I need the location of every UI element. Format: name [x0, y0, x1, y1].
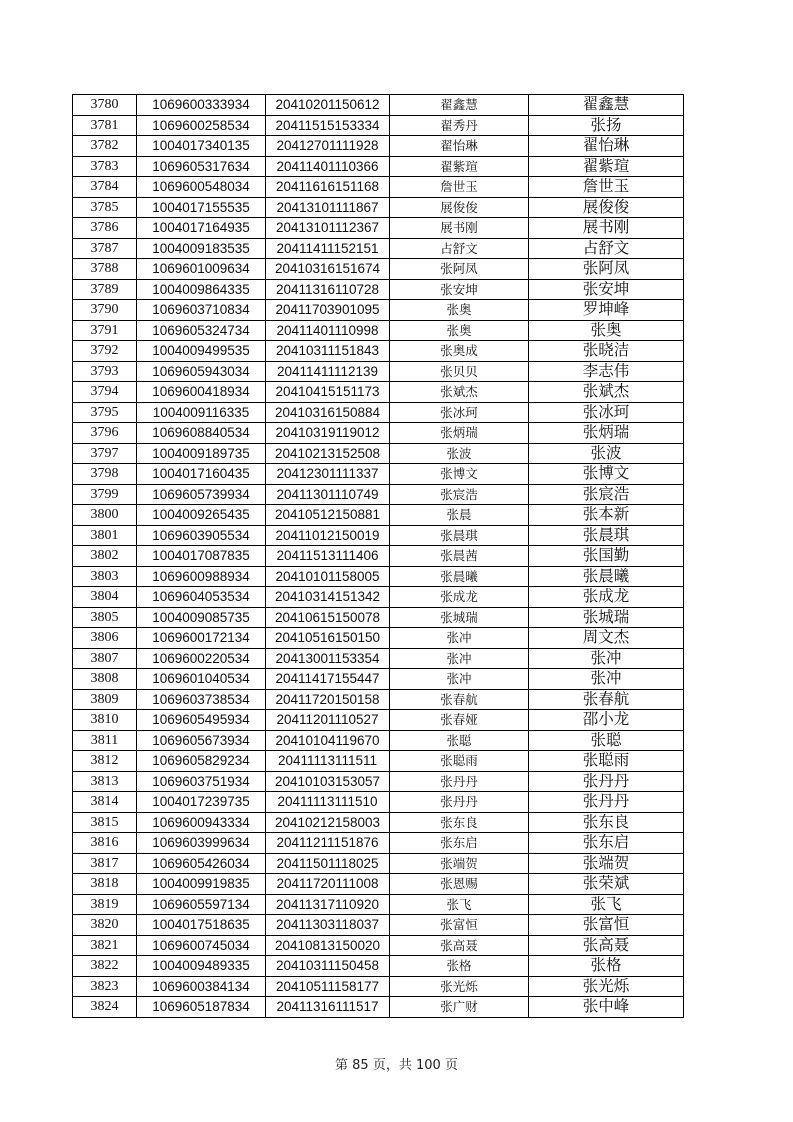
cell-exam-number: 20411113111510 — [266, 792, 390, 813]
table-row — [73, 812, 684, 833]
cell-name: 张格 — [390, 956, 529, 977]
cell-exam-number: 20411303118037 — [266, 915, 390, 936]
table-row — [73, 976, 684, 997]
cell-candidate-id: 1069601009634 — [137, 259, 266, 280]
cell-name-verified: 张春航 — [529, 689, 684, 710]
cell-candidate-id: 1069600943334 — [137, 812, 266, 833]
cell-name-verified: 詹世玉 — [529, 177, 684, 198]
table-row — [73, 177, 684, 198]
footer-prefix: 第 — [335, 1058, 349, 1073]
table-row — [73, 197, 684, 218]
cell-candidate-id: 1004009189735 — [137, 443, 266, 464]
cell-exam-number: 20411417155447 — [266, 669, 390, 690]
cell-candidate-id: 1069600333934 — [137, 95, 266, 116]
cell-name-verified: 张斌杰 — [529, 382, 684, 403]
cell-candidate-id: 1069604053534 — [137, 587, 266, 608]
cell-name-verified: 张炳瑞 — [529, 423, 684, 444]
cell-name-verified: 张成龙 — [529, 587, 684, 608]
cell-name: 张斌杰 — [390, 382, 529, 403]
cell-name: 张冲 — [390, 628, 529, 649]
cell-name-verified: 张中峰 — [529, 997, 684, 1018]
cell-candidate-id: 1004009265435 — [137, 505, 266, 526]
cell-sequence-number: 3806 — [73, 628, 137, 649]
cell-sequence-number: 3817 — [73, 853, 137, 874]
table-row — [73, 382, 684, 403]
cell-name: 张成龙 — [390, 587, 529, 608]
table-row — [73, 874, 684, 895]
cell-sequence-number: 3784 — [73, 177, 137, 198]
cell-name: 张富恒 — [390, 915, 529, 936]
cell-name: 翟秀丹 — [390, 115, 529, 136]
cell-name-verified: 罗坤峰 — [529, 300, 684, 321]
cell-candidate-id: 1069600548034 — [137, 177, 266, 198]
cell-exam-number: 20410316150884 — [266, 402, 390, 423]
cell-name: 张聪雨 — [390, 751, 529, 772]
table-row — [73, 402, 684, 423]
cell-sequence-number: 3781 — [73, 115, 137, 136]
cell-sequence-number: 3798 — [73, 464, 137, 485]
cell-name: 张奥 — [390, 320, 529, 341]
cell-candidate-id: 1004009116335 — [137, 402, 266, 423]
table-row — [73, 156, 684, 177]
cell-name: 张春娅 — [390, 710, 529, 731]
cell-candidate-id: 1069605943034 — [137, 361, 266, 382]
table-row — [73, 607, 684, 628]
cell-exam-number: 20411513111406 — [266, 546, 390, 567]
cell-candidate-id: 1069600745034 — [137, 935, 266, 956]
cell-name: 张城瑞 — [390, 607, 529, 628]
cell-name-verified: 张荣斌 — [529, 874, 684, 895]
cell-name: 张冲 — [390, 669, 529, 690]
table-row — [73, 95, 684, 116]
cell-name-verified: 张冲 — [529, 648, 684, 669]
cell-sequence-number: 3820 — [73, 915, 137, 936]
cell-candidate-id: 1069601040534 — [137, 669, 266, 690]
cell-exam-number: 20412701111928 — [266, 136, 390, 157]
cell-exam-number: 20411515153334 — [266, 115, 390, 136]
cell-sequence-number: 3793 — [73, 361, 137, 382]
cell-name: 张冲 — [390, 648, 529, 669]
cell-sequence-number: 3794 — [73, 382, 137, 403]
cell-name: 张飞 — [390, 894, 529, 915]
cell-name-verified: 张光烁 — [529, 976, 684, 997]
cell-name: 张安坤 — [390, 279, 529, 300]
cell-sequence-number: 3792 — [73, 341, 137, 362]
cell-sequence-number: 3808 — [73, 669, 137, 690]
cell-exam-number: 20410316151674 — [266, 259, 390, 280]
cell-candidate-id: 1069605597134 — [137, 894, 266, 915]
cell-candidate-id: 1069605495934 — [137, 710, 266, 731]
cell-name-verified: 翟鑫慧 — [529, 95, 684, 116]
cell-exam-number: 20410319119012 — [266, 423, 390, 444]
cell-exam-number: 20410213152508 — [266, 443, 390, 464]
cell-name: 张端贺 — [390, 853, 529, 874]
cell-name-verified: 张波 — [529, 443, 684, 464]
cell-name-verified: 周文杰 — [529, 628, 684, 649]
cell-name: 展俊俊 — [390, 197, 529, 218]
cell-sequence-number: 3813 — [73, 771, 137, 792]
cell-exam-number: 20413101111867 — [266, 197, 390, 218]
cell-sequence-number: 3780 — [73, 95, 137, 116]
cell-candidate-id: 1069603738534 — [137, 689, 266, 710]
cell-sequence-number: 3805 — [73, 607, 137, 628]
cell-exam-number: 20410813150020 — [266, 935, 390, 956]
cell-exam-number: 20411316110728 — [266, 279, 390, 300]
cell-exam-number: 20411703901095 — [266, 300, 390, 321]
cell-name: 张东启 — [390, 833, 529, 854]
cell-name-verified: 张晨琪 — [529, 525, 684, 546]
cell-candidate-id: 1004017087835 — [137, 546, 266, 567]
cell-candidate-id: 1004009499535 — [137, 341, 266, 362]
table-row — [73, 259, 684, 280]
cell-sequence-number: 3809 — [73, 689, 137, 710]
cell-candidate-id: 1069605187834 — [137, 997, 266, 1018]
cell-name-verified: 张聪雨 — [529, 751, 684, 772]
cell-exam-number: 20411401110366 — [266, 156, 390, 177]
cell-exam-number: 20413101112367 — [266, 218, 390, 239]
cell-name-verified: 张安坤 — [529, 279, 684, 300]
cell-candidate-id: 1069600418934 — [137, 382, 266, 403]
cell-sequence-number: 3810 — [73, 710, 137, 731]
cell-candidate-id: 1069600988934 — [137, 566, 266, 587]
cell-sequence-number: 3816 — [73, 833, 137, 854]
table-row — [73, 833, 684, 854]
cell-candidate-id: 1004017518635 — [137, 915, 266, 936]
cell-name-verified: 李志伟 — [529, 361, 684, 382]
cell-name-verified: 张丹丹 — [529, 792, 684, 813]
table-row — [73, 423, 684, 444]
cell-sequence-number: 3788 — [73, 259, 137, 280]
cell-name-verified: 张聪 — [529, 730, 684, 751]
cell-name: 张光烁 — [390, 976, 529, 997]
cell-name-verified: 张冰珂 — [529, 402, 684, 423]
cell-sequence-number: 3818 — [73, 874, 137, 895]
cell-candidate-id: 1069605426034 — [137, 853, 266, 874]
cell-sequence-number: 3799 — [73, 484, 137, 505]
cell-name: 张丹丹 — [390, 792, 529, 813]
total-pages-number: 100 — [416, 1058, 441, 1073]
cell-name: 张宸浩 — [390, 484, 529, 505]
cell-name: 展书刚 — [390, 218, 529, 239]
cell-sequence-number: 3783 — [73, 156, 137, 177]
cell-exam-number: 20410104119670 — [266, 730, 390, 751]
cell-sequence-number: 3811 — [73, 730, 137, 751]
table-row — [73, 935, 684, 956]
table-row — [73, 689, 684, 710]
cell-sequence-number: 3782 — [73, 136, 137, 157]
cell-exam-number: 20410212158003 — [266, 812, 390, 833]
cell-sequence-number: 3814 — [73, 792, 137, 813]
cell-name-verified: 翟怡琳 — [529, 136, 684, 157]
cell-sequence-number: 3815 — [73, 812, 137, 833]
cell-candidate-id: 1004017164935 — [137, 218, 266, 239]
cell-name: 张广财 — [390, 997, 529, 1018]
table-row — [73, 300, 684, 321]
cell-exam-number: 20411316111517 — [266, 997, 390, 1018]
cell-sequence-number: 3797 — [73, 443, 137, 464]
cell-name-verified: 张东良 — [529, 812, 684, 833]
cell-name: 张恩赐 — [390, 874, 529, 895]
cell-name: 张晨琪 — [390, 525, 529, 546]
table-row — [73, 771, 684, 792]
cell-candidate-id: 1069605317634 — [137, 156, 266, 177]
cell-candidate-id: 1069600220534 — [137, 648, 266, 669]
cell-exam-number: 20410201150612 — [266, 95, 390, 116]
cell-exam-number: 20411317110920 — [266, 894, 390, 915]
table-row — [73, 751, 684, 772]
cell-candidate-id: 1069600384134 — [137, 976, 266, 997]
table-row — [73, 505, 684, 526]
cell-sequence-number: 3801 — [73, 525, 137, 546]
cell-exam-number: 20411201110527 — [266, 710, 390, 731]
cell-name: 翟鑫慧 — [390, 95, 529, 116]
cell-exam-number: 20410101158005 — [266, 566, 390, 587]
table-row — [73, 894, 684, 915]
footer-suffix: 页 — [444, 1058, 458, 1073]
cell-exam-number: 20410314151342 — [266, 587, 390, 608]
table-row — [73, 525, 684, 546]
cell-sequence-number: 3807 — [73, 648, 137, 669]
cell-name-verified: 张格 — [529, 956, 684, 977]
table-row — [73, 546, 684, 567]
cell-exam-number: 20411720111008 — [266, 874, 390, 895]
cell-sequence-number: 3790 — [73, 300, 137, 321]
table-row — [73, 587, 684, 608]
table-row — [73, 566, 684, 587]
cell-name: 张奥成 — [390, 341, 529, 362]
cell-sequence-number: 3785 — [73, 197, 137, 218]
cell-candidate-id: 1069605739934 — [137, 484, 266, 505]
cell-name: 詹世玉 — [390, 177, 529, 198]
cell-sequence-number: 3802 — [73, 546, 137, 567]
cell-exam-number: 20411616151168 — [266, 177, 390, 198]
cell-name-verified: 张东启 — [529, 833, 684, 854]
cell-exam-number: 20411301110749 — [266, 484, 390, 505]
cell-name: 占舒文 — [390, 238, 529, 259]
table-row — [73, 484, 684, 505]
cell-name: 张晨茜 — [390, 546, 529, 567]
roster-table — [72, 94, 684, 1018]
cell-name: 张冰珂 — [390, 402, 529, 423]
cell-name-verified: 张端贺 — [529, 853, 684, 874]
cell-name-verified: 张本新 — [529, 505, 684, 526]
cell-name-verified: 展书刚 — [529, 218, 684, 239]
table-row — [73, 648, 684, 669]
cell-sequence-number: 3787 — [73, 238, 137, 259]
cell-name: 张波 — [390, 443, 529, 464]
cell-name-verified: 张富恒 — [529, 915, 684, 936]
cell-exam-number: 20411720150158 — [266, 689, 390, 710]
table-row — [73, 361, 684, 382]
table-row — [73, 792, 684, 813]
cell-name: 张炳瑞 — [390, 423, 529, 444]
table-row — [73, 279, 684, 300]
cell-exam-number: 20411113111511 — [266, 751, 390, 772]
cell-candidate-id: 1069603710834 — [137, 300, 266, 321]
cell-name: 翟怡琳 — [390, 136, 529, 157]
cell-candidate-id: 1069608840534 — [137, 423, 266, 444]
cell-candidate-id: 1004017155535 — [137, 197, 266, 218]
table-row — [73, 115, 684, 136]
cell-name: 张晨曦 — [390, 566, 529, 587]
cell-exam-number: 20410103153057 — [266, 771, 390, 792]
cell-sequence-number: 3823 — [73, 976, 137, 997]
cell-name: 张晨 — [390, 505, 529, 526]
page-footer — [0, 1054, 793, 1073]
cell-name: 张东良 — [390, 812, 529, 833]
cell-candidate-id: 1004009183535 — [137, 238, 266, 259]
cell-name-verified: 张飞 — [529, 894, 684, 915]
cell-name: 张丹丹 — [390, 771, 529, 792]
table-row — [73, 710, 684, 731]
cell-candidate-id: 1004017340135 — [137, 136, 266, 157]
cell-candidate-id: 1004009085735 — [137, 607, 266, 628]
cell-exam-number: 20413001153354 — [266, 648, 390, 669]
table-row — [73, 997, 684, 1018]
cell-sequence-number: 3824 — [73, 997, 137, 1018]
table-row — [73, 915, 684, 936]
cell-name-verified: 翟紫瑄 — [529, 156, 684, 177]
roster-table-body — [73, 95, 684, 1018]
table-row — [73, 464, 684, 485]
cell-sequence-number: 3786 — [73, 218, 137, 239]
cell-exam-number: 20410511158177 — [266, 976, 390, 997]
cell-candidate-id: 1069603905534 — [137, 525, 266, 546]
cell-name: 张春航 — [390, 689, 529, 710]
table-row — [73, 628, 684, 649]
cell-name: 张贝贝 — [390, 361, 529, 382]
cell-name-verified: 张晓洁 — [529, 341, 684, 362]
cell-name: 张聪 — [390, 730, 529, 751]
cell-exam-number: 20411501118025 — [266, 853, 390, 874]
current-page-number: 85 — [352, 1058, 369, 1073]
cell-sequence-number: 3795 — [73, 402, 137, 423]
cell-candidate-id: 1069603999634 — [137, 833, 266, 854]
cell-name-verified: 张晨曦 — [529, 566, 684, 587]
cell-sequence-number: 3821 — [73, 935, 137, 956]
cell-name-verified: 张宸浩 — [529, 484, 684, 505]
cell-candidate-id: 1004017160435 — [137, 464, 266, 485]
cell-candidate-id: 1004017239735 — [137, 792, 266, 813]
cell-exam-number: 20411012150019 — [266, 525, 390, 546]
cell-candidate-id: 1069605673934 — [137, 730, 266, 751]
table-row — [73, 136, 684, 157]
table-row — [73, 341, 684, 362]
cell-exam-number: 20410516150150 — [266, 628, 390, 649]
cell-sequence-number: 3791 — [73, 320, 137, 341]
cell-candidate-id: 1004009864335 — [137, 279, 266, 300]
table-row — [73, 238, 684, 259]
cell-name-verified: 展俊俊 — [529, 197, 684, 218]
cell-sequence-number: 3800 — [73, 505, 137, 526]
cell-exam-number: 20410512150881 — [266, 505, 390, 526]
cell-exam-number: 20410311150458 — [266, 956, 390, 977]
cell-candidate-id: 1004009489335 — [137, 956, 266, 977]
cell-exam-number: 20411411112139 — [266, 361, 390, 382]
cell-exam-number: 20411211151876 — [266, 833, 390, 854]
cell-exam-number: 20411401110998 — [266, 320, 390, 341]
table-row — [73, 320, 684, 341]
cell-name: 张奥 — [390, 300, 529, 321]
cell-sequence-number: 3819 — [73, 894, 137, 915]
cell-exam-number: 20410415151173 — [266, 382, 390, 403]
cell-name-verified: 张高聂 — [529, 935, 684, 956]
cell-name-verified: 邵小龙 — [529, 710, 684, 731]
cell-name-verified: 张城瑞 — [529, 607, 684, 628]
table-row — [73, 669, 684, 690]
cell-candidate-id: 1004009919835 — [137, 874, 266, 895]
cell-candidate-id: 1069600172134 — [137, 628, 266, 649]
cell-exam-number: 20410615150078 — [266, 607, 390, 628]
table-row — [73, 956, 684, 977]
cell-name: 张博文 — [390, 464, 529, 485]
cell-sequence-number: 3812 — [73, 751, 137, 772]
cell-sequence-number: 3803 — [73, 566, 137, 587]
cell-name-verified: 张奥 — [529, 320, 684, 341]
table-row — [73, 218, 684, 239]
cell-candidate-id: 1069603751934 — [137, 771, 266, 792]
footer-middle: 页，共 — [372, 1058, 412, 1073]
cell-sequence-number: 3822 — [73, 956, 137, 977]
cell-name-verified: 张阿凤 — [529, 259, 684, 280]
cell-name: 张高聂 — [390, 935, 529, 956]
cell-exam-number: 20410311151843 — [266, 341, 390, 362]
table-row — [73, 853, 684, 874]
cell-candidate-id: 1069605829234 — [137, 751, 266, 772]
table-row — [73, 730, 684, 751]
cell-name: 张阿凤 — [390, 259, 529, 280]
cell-name-verified: 占舒文 — [529, 238, 684, 259]
cell-sequence-number: 3789 — [73, 279, 137, 300]
cell-candidate-id: 1069600258534 — [137, 115, 266, 136]
cell-candidate-id: 1069605324734 — [137, 320, 266, 341]
cell-exam-number: 20412301111337 — [266, 464, 390, 485]
cell-name-verified: 张扬 — [529, 115, 684, 136]
cell-name-verified: 张博文 — [529, 464, 684, 485]
cell-sequence-number: 3796 — [73, 423, 137, 444]
cell-name-verified: 张国勤 — [529, 546, 684, 567]
cell-exam-number: 20411411152151 — [266, 238, 390, 259]
cell-sequence-number: 3804 — [73, 587, 137, 608]
cell-name: 翟紫瑄 — [390, 156, 529, 177]
table-row — [73, 443, 684, 464]
cell-name-verified: 张冲 — [529, 669, 684, 690]
cell-name-verified: 张丹丹 — [529, 771, 684, 792]
